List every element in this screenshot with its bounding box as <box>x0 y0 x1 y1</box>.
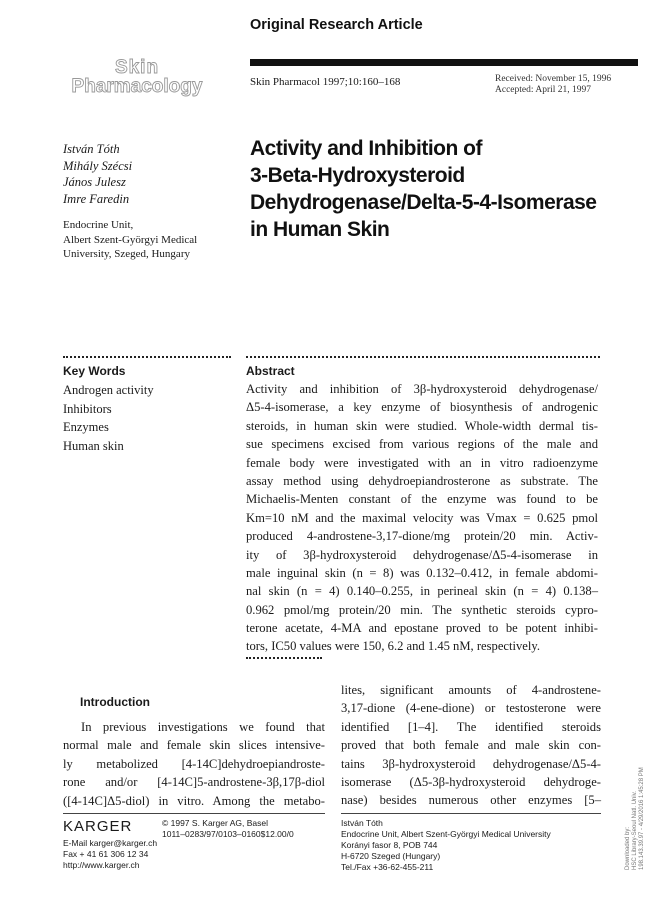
correspondence-line: H-6720 Szeged (Hungary) <box>341 851 441 861</box>
abstract-line: Michaelis-Menten constant of the enzyme was found to be <box>246 492 598 507</box>
keyword: Enzymes <box>63 420 109 434</box>
abstract-line: 0.962 pmol/mg protein/20 min. The synthetic steroids cypro- <box>246 602 598 617</box>
affiliation <box>63 218 243 262</box>
keyword: Inhibitors <box>63 401 112 416</box>
body-line: nase) besides numerous other enzymes [5– <box>341 793 601 808</box>
abstract-line: female body were investigated with an in vitro radioenzyme <box>246 455 598 470</box>
title-line: Activity and Inhibition of <box>250 137 482 160</box>
body-line: 3,17-dione (4-ene-dione) or testosterone were <box>341 701 601 716</box>
abstract-line: male inguinal skin (n = 8) was 0.132–0.412, in female abdomi- <box>246 565 598 580</box>
correspondence-line: István Tóth <box>341 818 383 828</box>
author: János Julesz <box>63 175 126 189</box>
copyright-block <box>162 818 294 840</box>
correspondence-line: Korányi fasor 8, POB 744 <box>341 840 438 850</box>
abstract-divider <box>246 356 600 358</box>
abstract-end-divider <box>246 657 322 659</box>
accepted-date: Accepted: April 21, 1997 <box>495 85 592 95</box>
svg-text:Pharmacology: Pharmacology <box>71 76 203 97</box>
author: Mihály Szécsi <box>63 158 133 173</box>
abstract-line: produced 4-androstene-3,17-dione/mg protein/20 min. Activ- <box>246 529 598 544</box>
keywords-divider <box>63 356 231 358</box>
author-list <box>63 141 132 207</box>
body-line: tains 3β-hydroxysteroid dehydrogenase/Δ5-4- <box>341 756 601 771</box>
title-line: 3-Beta-Hydroxysteroid <box>250 164 465 187</box>
header-bar <box>250 59 638 66</box>
abstract-line: nal skin (n = 4) 0.140–0.255, in perineal skin (n = 4) 0.138– <box>246 584 598 599</box>
affiliation-line: Albert Szent-Györgyi Medical <box>63 233 198 246</box>
body-line: identified [1–4]. The identified steroids <box>341 719 601 734</box>
copyright-line: © 1997 S. Karger AG, Basel <box>162 818 268 828</box>
download-watermark: Downloaded by: HSC Library-Seoul Natl. Univ. 198.143.39.97 - 4/29/2016 1:45:28 PM <box>625 767 645 870</box>
body-line: normal male and female skin slices intensive- <box>63 738 325 753</box>
abstract-line: terone acetate, 4-MA and epostane proved to be potent inhibi- <box>246 621 598 636</box>
received-date: Received: November 15, 1996 <box>495 74 612 84</box>
author: Imre Faredin <box>63 191 130 206</box>
abstract-line: Δ5-4-isomerase, a key enzyme of biosynthesis of androgenic <box>246 400 598 415</box>
body-line: isomerase (Δ5-3β-hydroxysteroid dehydroge- <box>341 774 601 789</box>
abstract-heading: Abstract <box>246 364 295 378</box>
body-line: lites, significant amounts of 4-androstene- <box>341 683 601 697</box>
keyword: Androgen activity <box>63 383 154 397</box>
abstract-line: steroids, in human skin were studied. Whole-width dermal tis- <box>246 418 598 433</box>
abstract-line: assay method using dehydroepiandrosterone as substrate. The <box>246 473 598 488</box>
footer-rule-left <box>63 813 325 814</box>
body-line: In previous investigations we found that <box>81 720 325 734</box>
body-line: ([4-14C]Δ5-diol) in vitro. Among the metabo- <box>63 793 325 808</box>
citation: Skin Pharmacol 1997;10:160–168 <box>250 76 401 88</box>
contact-line: E-Mail karger@karger.ch <box>63 838 158 848</box>
article-title <box>250 135 640 243</box>
abstract-body <box>246 380 598 656</box>
title-line: Dehydrogenase/Delta-5-4-Isomerase <box>250 191 597 214</box>
keywords-heading: Key Words <box>63 364 126 378</box>
body-line: ly metabolized [4-14C]dehydroepiandroste- <box>63 756 325 771</box>
publisher-contact <box>63 838 157 871</box>
keyword: Human skin <box>63 438 124 453</box>
affiliation-line: University, Szeged, Hungary <box>63 248 190 260</box>
introduction-column-2 <box>341 681 601 810</box>
keywords-list <box>63 381 154 455</box>
title-line: in Human Skin <box>250 218 390 241</box>
body-line: proved that both female and male skin con- <box>341 738 601 753</box>
introduction-heading: Introduction <box>80 695 150 709</box>
dates <box>495 74 611 96</box>
publisher-logo: KARGER <box>63 818 133 835</box>
introduction-column-1 <box>63 718 325 810</box>
abstract-line: Activity and inhibition of 3β-hydroxysteroid dehydrogenase/ <box>246 382 598 396</box>
affiliation-line: Endocrine Unit, <box>63 219 134 231</box>
correspondence-line: Endocrine Unit, Albert Szent-Györgyi Medical University <box>341 829 551 839</box>
correspondence-block <box>341 818 551 873</box>
author: István Tóth <box>63 142 120 156</box>
correspondence-line: Tel./Fax +36-62-455-211 <box>341 862 434 872</box>
abstract-line: sue specimens excised from various regions of the male and <box>246 437 598 452</box>
contact-line: Fax + 41 61 306 12 34 <box>63 849 149 859</box>
contact-line: http://www.karger.ch <box>63 860 140 870</box>
copyright-line: 1011–0283/97/0103–0160$12.00/0 <box>162 829 294 839</box>
abstract-line: Km=10 nM and the maximal velocity was Vmax = 0.625 pmol <box>246 510 598 525</box>
svg-text:Skin: Skin <box>114 57 160 78</box>
body-line: rone and/or [4-14C]5-androstene-3β,17β-diol <box>63 775 325 790</box>
journal-logo <box>63 52 211 100</box>
abstract-line: tors, IC50 values were 150, 6.2 and 1.45 nM, respectively. <box>246 639 541 654</box>
abstract-line: ity of 3β-hydroxysteroid dehydrogenase/Δ5-4-isomerase in <box>246 547 598 562</box>
section-label: Original Research Article <box>250 17 423 33</box>
footer-rule-right <box>341 813 601 814</box>
